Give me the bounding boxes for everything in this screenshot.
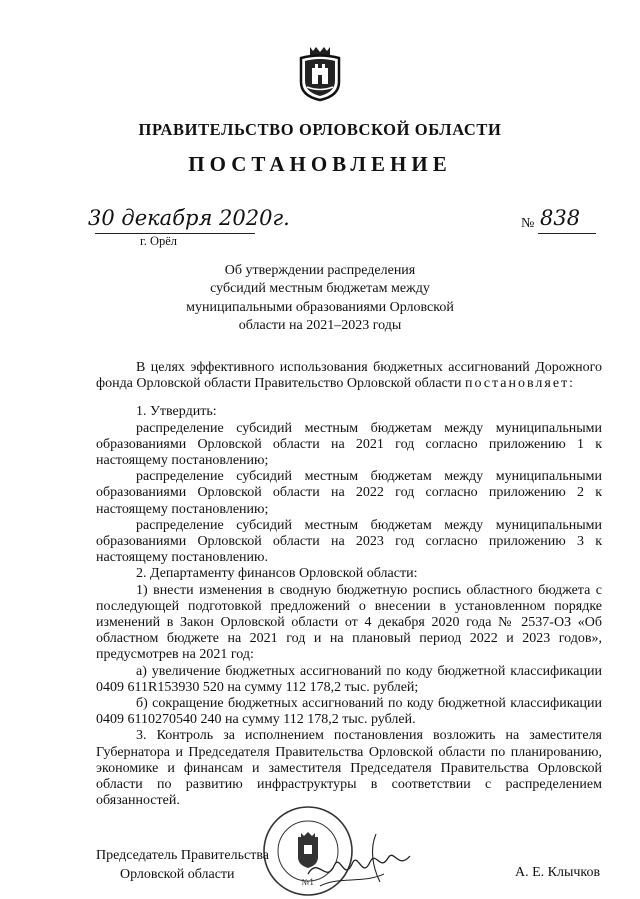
subject-line: субсидий местным бюджетам между <box>210 281 430 297</box>
item-2-subitem-1-b: б) сокращение бюджетных ассигнований по коду бюджетной классификации 0409 6110270540 240 на сумму 112 178,2 тыс. рублей. <box>96 696 602 728</box>
government-name: ПРАВИТЕЛЬСТВО ОРЛОВСКОЙ ОБЛАСТИ <box>138 120 502 139</box>
handwritten-number: 838 <box>540 206 581 230</box>
preamble-paragraph <box>96 360 602 392</box>
handwritten-date: 30 декабря 2020г. <box>88 206 290 230</box>
position-line-1: Председатель Правительства <box>96 848 269 863</box>
decree-body <box>96 360 602 809</box>
handwritten-signature <box>300 826 420 896</box>
preamble-verb: постановляет: <box>464 376 576 392</box>
number-underline <box>538 233 596 234</box>
seal-number: №1 <box>301 878 315 887</box>
subject-line: области на 2021–2023 годы <box>238 318 402 334</box>
preamble-text: В целях эффективного использования бюджетных ассигнований Дорожного фонда Орловской области Правительство Орловской области <box>96 360 602 392</box>
subject-line: муниципальными образованиями Орловской <box>186 299 454 315</box>
number-label: № <box>521 216 535 231</box>
item-2-heading: 2. Департаменту финансов Орловской области: <box>136 566 418 582</box>
item-2-subitem-1-a: а) увеличение бюджетных ассигнований по коду бюджетной классификации 0409 611R153930 520 на сумму 112 178,2 тыс. рублей; <box>96 663 602 695</box>
item-1-heading: 1. Утвердить: <box>136 404 217 420</box>
position-line-2: Орловской области <box>120 867 235 882</box>
document-type-title: ПОСТАНОВЛЕНИЕ <box>188 152 452 176</box>
city-label: г. Орёл <box>140 234 178 248</box>
subject-line: Об утверждении распределения <box>224 263 416 278</box>
item-1-paragraph-b: распределение субсидий местным бюджетам между муниципальными образованиями Орловской области на 2022 год согласно приложению 2 к настоящему постановлению; <box>96 469 602 517</box>
coat-of-arms-emblem <box>297 44 343 102</box>
item-2-subitem-1: 1) внести изменения в сводную бюджетную роспись областного бюджета с последующей подготовкой предложений о внесении в установленном порядке изменений в Закон Орловской области от 4 декабря 2020 года № 2537-ОЗ «Об областном бюджете на 2021 год и на плановый период 2022 и 2023 годов», предусмотрев на 2021 год: <box>96 582 602 663</box>
item-3-paragraph: 3. Контроль за исполнением постановления возложить на заместителя Губернатора и Председателя Правительства Орловской области по планированию, экономике и финансам и заместителя Председателя Правительства Орловской области по развитию инфраструктуры в соответствии с распределением обязанностей. <box>96 728 602 809</box>
signatory-name: А. Е. Клычков <box>515 865 601 880</box>
item-1-paragraph-c: распределение субсидий местным бюджетам между муниципальными образованиями Орловской области на 2023 год согласно приложению 3 к настоящему постановлению. <box>96 517 602 566</box>
signatory-position <box>96 846 269 884</box>
decree-subject <box>0 262 640 336</box>
item-1-paragraph-a: распределение субсидий местным бюджетам между муниципальными образованиями Орловской области на 2021 год согласно приложению 1 к настоящему постановлению; <box>96 420 602 469</box>
